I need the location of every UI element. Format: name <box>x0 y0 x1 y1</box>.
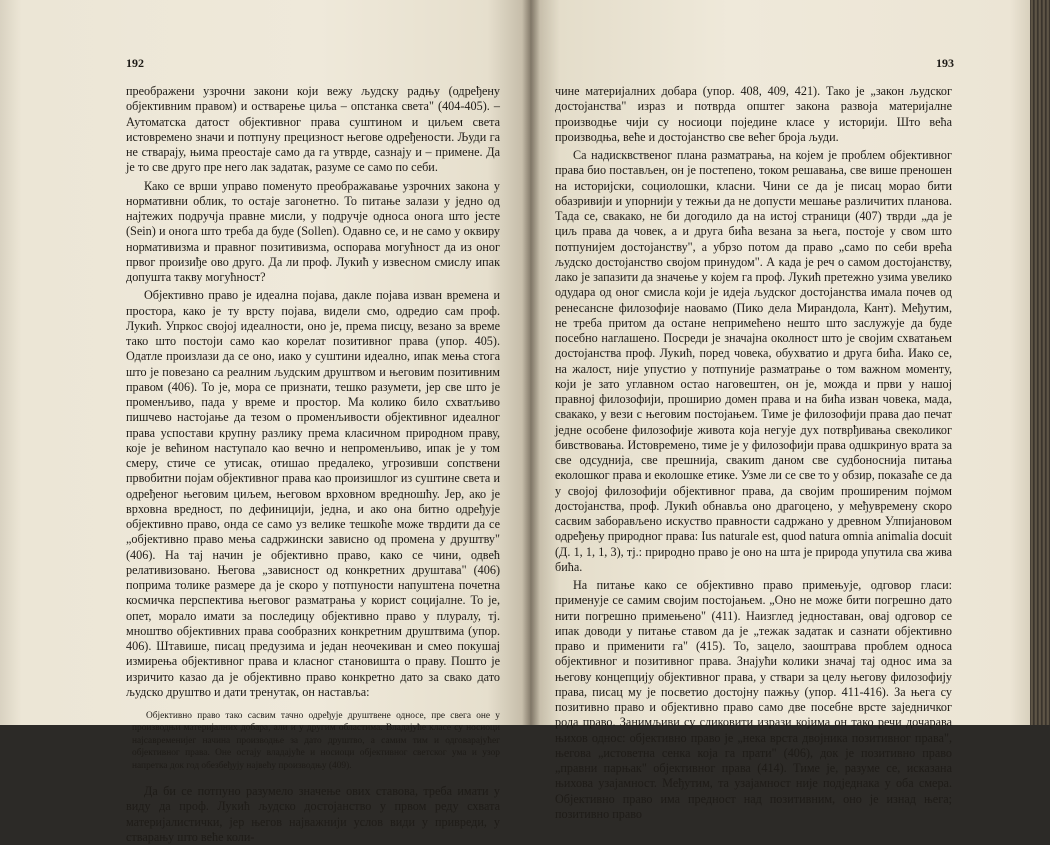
right-page <box>530 0 1030 821</box>
page-number-right: 193 <box>936 56 954 70</box>
right-page-text <box>555 84 952 822</box>
paragraph: Да би се потпуно разумело значење ових ставова, треба имати у виду да проф. Лукић људско достојанство у првом реду схвата материјалистички, јер његов најважнији услов види у привреди, у стварању што веће коли- <box>126 784 500 844</box>
paragraph: Како се врши управо поменуто преображавање узрочних закона у нормативни облик, то остаје загонетно. То питање залази у једно од најтежих подручја правне мисли, у подручје односа онога што јесте (Sein) и онога што треба да буде (Sollen). Одавно се, и не само у оквиру нормативизма и правног позитивизма, оспорава могућност да из оног првог произиђе ово друго. Да ли проф. Лукић у извесном смислу ипак допушта такву могућност? <box>126 178 500 284</box>
left-page-text <box>126 84 500 845</box>
paragraph: Са надисквственог плана разматрања, на којем је проблем објективног права био постављен, он је постепено, током решавања, све више преношен на историјски, социолошки, класни. Чини се да је писац морао бити обазривији и упорнији у тежњи да не допусти мешање различитих планова. Тада се, свакако, не би догодило да на истој страници (407) тврди „да је циљ права да човек, а и друга бића везана за њега, постоје у свом што потпунијем достојанству", а убрзо потом да право „само по себи врећа људско достојанство својом принудом". А када је реч о самом достојанству, лако је запазити да значење у којем га проф. Лукић претежно узима увелико одудара од оног смисла који је идеја људског достојанства имала почев од ренесансне филозофије наовамо (Пико дела Мирандола, Кант). Међутим, не треба притом да остане непримећено нешто што заслужује да буде посебно наглашено. Посреди је значајна околност што је својим схватањем достојанства проф. Лукић, поред човека, обухватио и друга бића. Иако се, на жалост, није упустио у потпуније разматрање о том важном моменту, који је зато углавном остао наговештен, он је, можда и први у нашој правној филозофији, проширио домен права и на бића изван човека, мада, свакако, у вези с његовим постојањем. Тиме је филозофији права дао печат једне особене филозофије живота која негује дух потврђивања свеколиког бивствовања. Истовремено, тиме је у филозофији права одшкринуо врата за све одсуднија, све прешнија, свакиm даном све судбоноснија питања еколошког права и еколошке етике. Узме ли се све то у обзир, показаће се да у својој филозофији објективног права, да својим проширеним појмом достојанства, проф. Лукић обнавља оно драгоцено, у међувремену скоро сасвим заборављено искуство правности садржано у древном Улпијановом одређењу природног права: Ius naturale est, quod natura omnia animalia docuit (Д. 1, 1, 1, 3), тј.: природно право је оно на шта је природа упутила сва жива бића. <box>555 148 952 574</box>
paragraph: Објективно право је идеална појава, дакле појава изван времена и простора, како је ту врсту појава, видели смо, одредио сам проф. Лукић. Упркос својој идеалности, оно је, према писцу, везано за време тако што постоји само као корелат позитивног права (упор. 405). Одатле произлази да се оно, иако у суштини идеално, ипак мења стога што је повезано са реалним људским друштвом и његовим позитивним правом (406). То је, мора се признати, тешко разумети, јер све што је променљиво, пада у време и простор. Ма колико било схватљиво пишчево настојање да тезом о променљивости објективног идеалног права успостави крупну разлику према класичном природном праву, које је већином наступало као вечно и непроменљиво, ипак је у том смеру, стиче се утисак, отишао предалеко, угрозивши сопствени првобитни појам објективног права као произишлог из суштине света и одређеног његовим циљем, његовом врховном вредношћу. Јер, ако је врховна вредност, по дефиницији, једна, и ако она битно одређује објективно право, онда се само уз велике тешкоће може тврдити да се „објективно право мења садржински зависно од промена у друштву" (406). На тај начин је објективно право, како се чини, одвећ релативизовано. Његова „зависност од конкретних друштава" (406) поприма толике размере да је скоро у потпуности напуштена почетна космичка перспектива његовог разматрања у корист социјалне. То је, опет, морало имати за последицу објективно право у плуралу, тј. мноштво објективних права сообразних конкретним друштвима (упор. 406). Штавише, писац предузима и један неочекиван и смео покушај измирења објективног права и класног становишта о праву. Пошто је изричито казао да је објективно право конкретно дато за свако дато људско друштво и дати тренутак, он наставља: <box>126 288 500 699</box>
page-edges <box>1030 0 1050 725</box>
page-number-left: 192 <box>126 56 144 70</box>
book-gutter <box>522 0 540 725</box>
paragraph: На питање како се објективно право примењује, одговор гласи: применује се самим својим постојањем. „Оно не може бити погрешно дато нити погрешно примењено" (411). Наизглед једноставан, овај одговор се ипак доводи у питање ставом да је „тежак задатак и сазнати објективно право и применити га" (415). То, зацело, заоштрава проблем односа објективног и позитивног права. Знајући колики значај тај однос има за његову концепцију објективног права, у ствари за целу његову филозофију права, писац му је посветио достојну пажњу (упор. 411-416). За њега су позитивно право и објективно право само две посебне врсте заједничког рода право. Занимљиви су сликовити изрази којима он тако речи дочарава њихов однос: објективно право је „нека врста двојника позитивног права", његова „истоветна сенка која га прати" (406), док је позитивно право „правни парњак" објективног права (414). Тиме је, разуме се, исказана њихова узајамност. Међутим, та узајамност није подједнака у оба смера. Објективно право има предност над позитивним, оно је изнад њега; позитивно право <box>555 578 952 821</box>
paragraph: преображени узрочни закони који вежу људску радњу (одређену објективним правом) и остварење циља – опстанка света" (404-405). – Аутоматска датост објективног права суштином и циљем света истовремено значи и потпуну прецизност његове одређености. Људи га не стварају, њима преостаје само да га утврде, сазнају и – примене. Да је то све друго пре него лак задатак, разуме се само по себи. <box>126 84 500 175</box>
paragraph: чине материјалних добара (упор. 408, 409, 421). Тако је „закон људског достојанства" израз и потврда општег закона развоја материјалне производње чији су носиоци поједине класе у историји. Што већа производња, веће и достојанство све већег броја људи. <box>555 84 952 144</box>
block-quote: Објективно право тако сасвим тачно одређује друштвене односе, пре свега оне у производњи материјалних добара, али и у другим областима. Владајуће класе су носиоци најсавременијег начина производње за дато друштво, а самим тим и одговарајућег објективног права. Оне остају владајуће и носиоци објективног светског ума и узор напретка док год обезбеђују највећу производњу (409). <box>132 711 500 771</box>
